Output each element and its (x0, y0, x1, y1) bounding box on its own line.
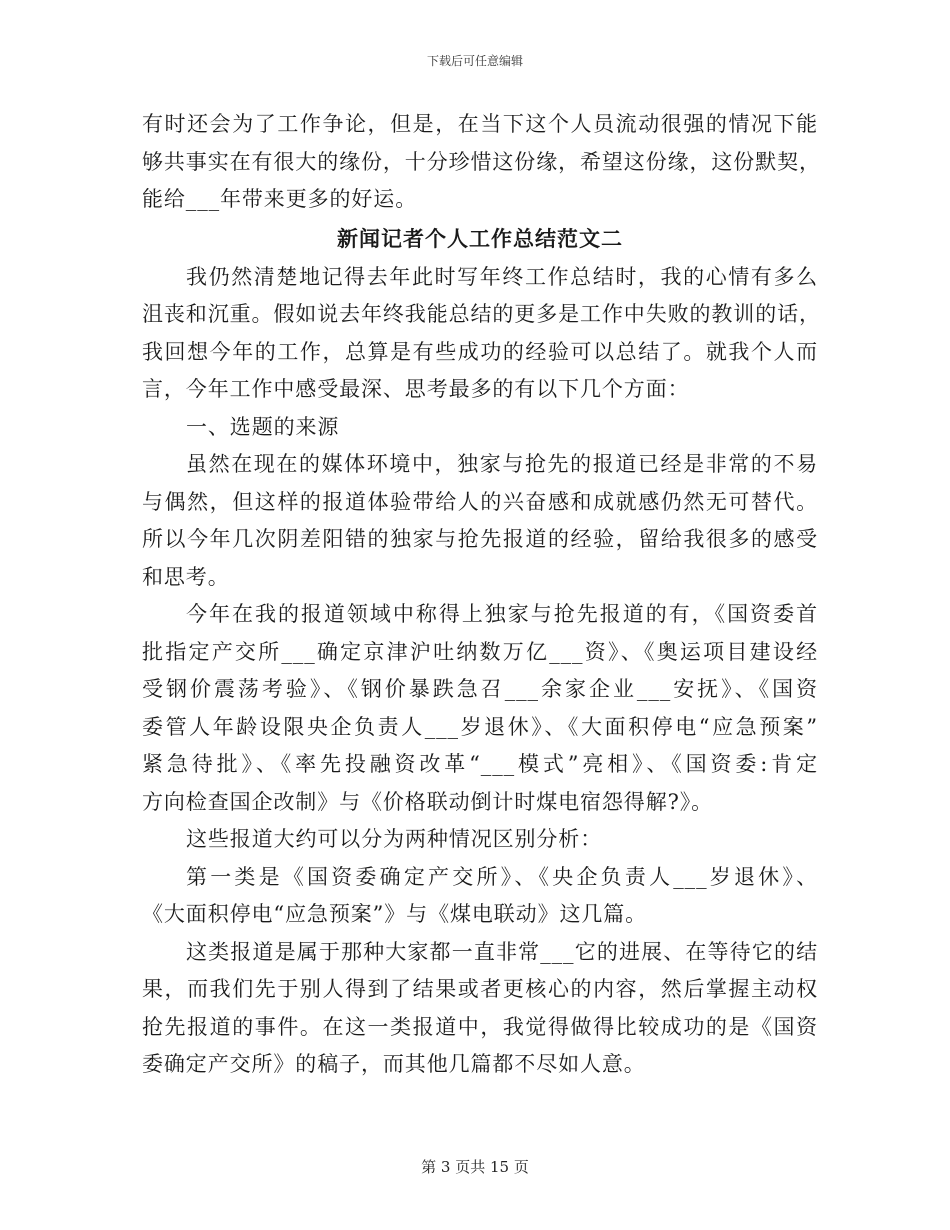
paragraph-line: 和思考。 (142, 564, 230, 589)
paragraph-line: 有时还会为了工作争论，但是，在当下这个人员流动很强的情况下能 (142, 112, 818, 136)
paragraph-line: 所以今年几次阴差阳错的独家与抢先报道的经验，留给我很多的感受 (142, 527, 818, 551)
paragraph-line: 能给___年带来更多的好运。 (142, 187, 418, 211)
paragraph-line: 紧急待批》、《率先投融资改革“___模式”亮相》、《国资委:肯定 (142, 752, 818, 776)
paragraph-line: 这类报道是属于那种大家都一直非常___它的进展、在等待它的结 (186, 939, 818, 964)
section-title: 新闻记者个人工作总结范文二 (337, 225, 623, 251)
paragraph-line: 够共事实在有很大的缘份，十分珍惜这份缘，希望这份缘，这份默契， (142, 149, 821, 174)
paragraph-line: 虽然在现在的媒体环境中，独家与抢先的报道已经是非常的不易 (186, 452, 818, 476)
page-header: 下载后可任意编辑 (426, 54, 523, 68)
paragraph-line: 抢先报道的事件。在这一类报道中，我觉得做得比较成功的是《国资 (142, 1014, 818, 1039)
paragraph-line: 今年在我的报道领域中称得上独家与抢先报道的有，《国资委首 (186, 602, 818, 626)
paragraph-line: 我回想今年的工作，总算是有些成功的经验可以总结了。就我个人而 (142, 339, 818, 364)
paragraph-line: 受钢价震荡考验》、《钢价暴跌急召___余家企业___安抚》、《国资 (142, 677, 818, 701)
paragraph-line: 批指定产交所___确定京津沪吐纳数万亿___资》、《奥运项目建设经 (142, 639, 818, 664)
paragraph-line: 这些报道大约可以分为两种情况区别分析： (186, 827, 603, 851)
paragraph-line: 言，今年工作中感受最深、思考最多的有以下几个方面： (142, 377, 690, 401)
paragraph-line: 沮丧和沉重。假如说去年终我能总结的更多是工作中失败的教训的话， (142, 302, 821, 326)
paragraph-line: 委管人年龄设限央企负责人___岁退休》、《大面积停电“应急预案” (142, 714, 818, 739)
page-footer: 第 3 页共 15 页 (421, 1158, 529, 1176)
paragraph-line: 方向检查国企改制》与《价格联动倒计时煤电宿怨得解?》。 (142, 789, 714, 814)
document-body (142, 106, 821, 1084)
paragraph-line: 与偶然，但这样的报道体验带给人的兴奋感和成就感仍然无可替代。 (142, 489, 818, 514)
paragraph-line: 果，而我们先于别人得到了结果或者更核心的内容，然后掌握主动权 (142, 977, 818, 1001)
paragraph-line: 委确定产交所》的稿子，而其他几篇都不尽如人意。 (142, 1052, 646, 1076)
paragraph-line: 我仍然清楚地记得去年此时写年终工作总结时，我的心情有多么 (186, 264, 818, 289)
subheading: 一、选题的来源 (186, 414, 340, 439)
paragraph-line: 第一类是《国资委确定产交所》、《央企负责人___岁退休》、 (186, 864, 818, 889)
paragraph-line: 《大面积停电“应急预案”》与《煤电联动》这几篇。 (142, 902, 648, 926)
